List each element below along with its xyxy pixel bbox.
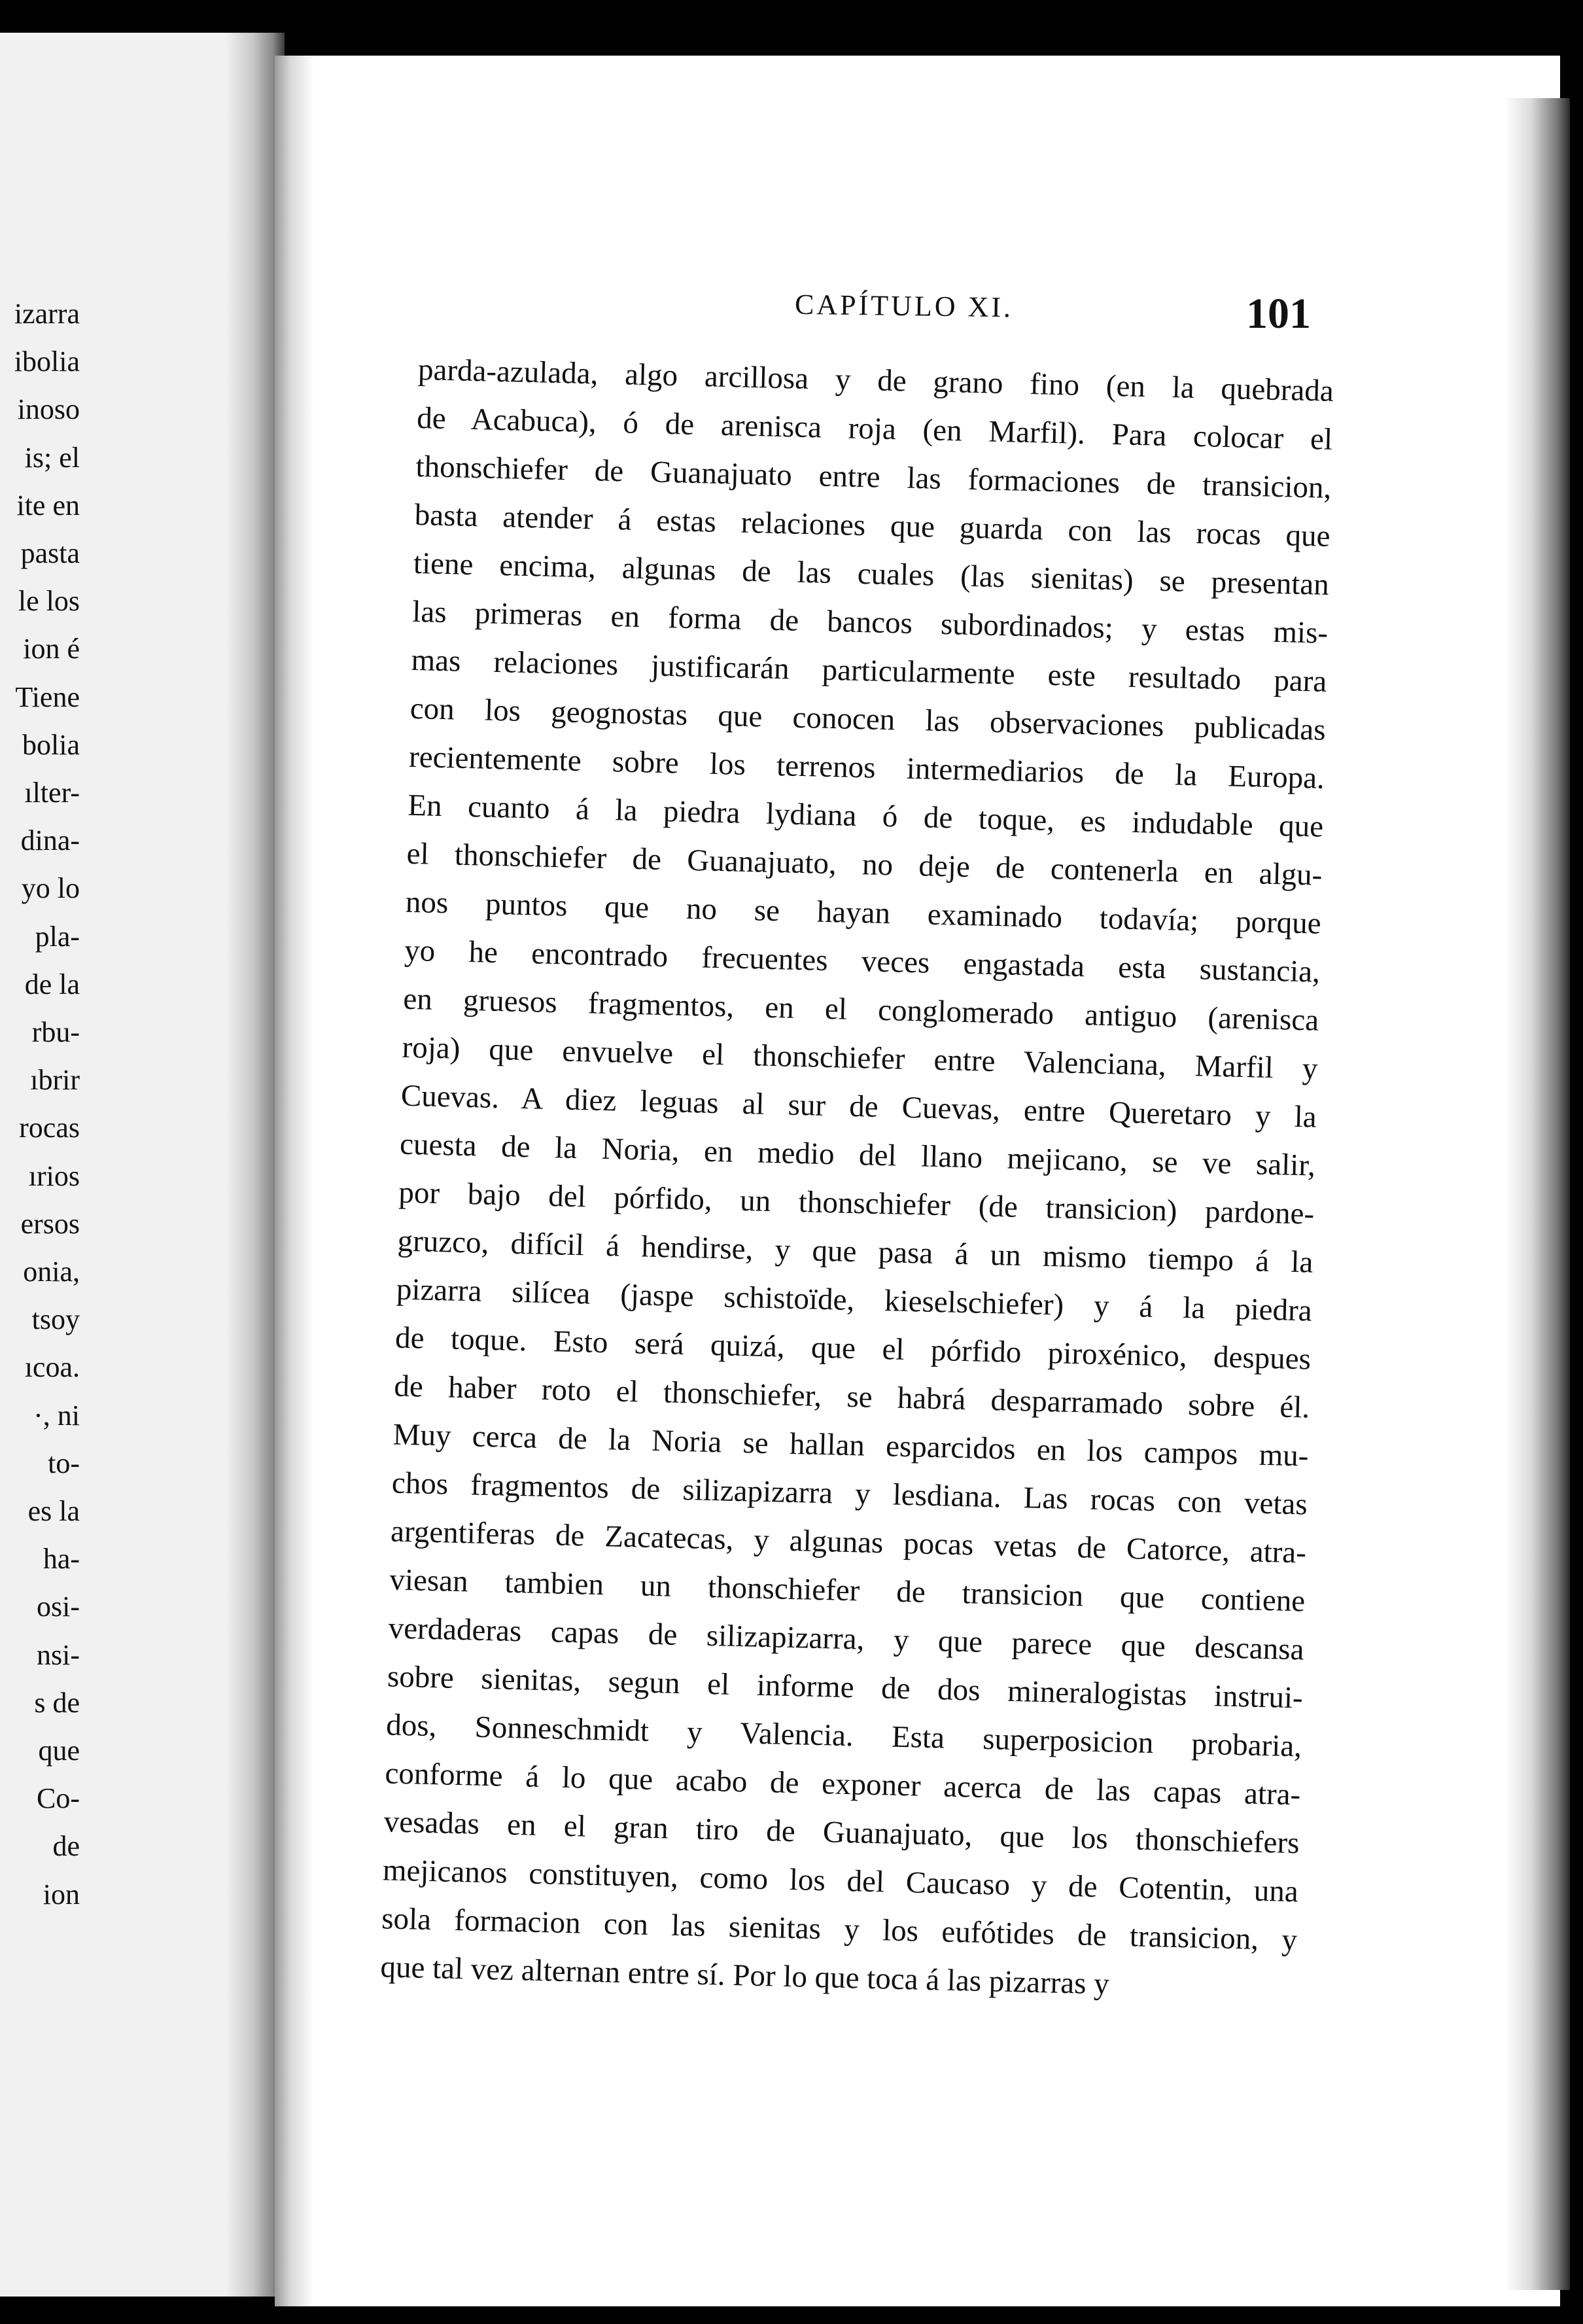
left-page-fragment: ibolia — [14, 345, 80, 378]
text-line: el thonschiefer de Guanajuato, no deje de contenerla en algu- — [406, 836, 1323, 892]
text-line: dos, Sonneschmidt y Valencia. Esta superposicion probaria, — [385, 1708, 1302, 1764]
left-page-fragment: ite en — [16, 489, 80, 521]
gutter-shadow — [275, 56, 314, 2306]
page-edge-shadow — [1505, 98, 1570, 2290]
text-line: thonschiefer de Guanajuato entre las formaciones de transicion, — [415, 449, 1332, 505]
text-line: en gruesos fragmentos, en el conglomerado antiguo (arenisca — [402, 981, 1319, 1038]
left-page-fragment: tsoy — [31, 1303, 80, 1336]
text-line: tiene encima, algunas de las cuales (las sienitas) se presentan — [413, 546, 1330, 602]
left-page-fragment: s de — [34, 1686, 80, 1719]
left-page-fragment: Tiene — [15, 680, 80, 713]
text-line: mejicanos constituyen, como los del Caucaso y de Cotentin, una — [382, 1853, 1299, 1909]
left-page-fragment: que — [38, 1734, 80, 1767]
text-line: argentiferas de Zacatecas, y algunas pocas vetas de Catorce, atra- — [390, 1514, 1307, 1570]
left-page-fragment: is; el — [24, 441, 80, 474]
text-line: las primeras en forma de bancos subordinados; y estas mis- — [411, 594, 1329, 650]
text-line: pizarra silícea (jaspe schistoïde, kieselschiefer) y á la piedra — [396, 1272, 1313, 1328]
left-page-fragment: yo lo — [21, 872, 80, 905]
text-line: Muy cerca de la Noria se hallan esparcidos en los campos mu- — [392, 1417, 1309, 1473]
body-text — [380, 345, 1334, 2013]
text-line: mas relaciones justificarán particularmente este resultado para — [411, 643, 1327, 699]
text-line: de haber roto el thonschiefer, se habrá desparramado sobre él. — [393, 1369, 1310, 1425]
left-page-fragment: ılter- — [24, 777, 80, 809]
text-line: gruzco, difícil á hendirse, y que pasa á un mismo tiempo á la — [397, 1224, 1313, 1280]
left-page-fragment: inoso — [17, 393, 80, 426]
text-line: sobre sienitas, segun el informe de dos mineralogistas instrui- — [387, 1659, 1304, 1716]
text-line: conforme á lo que acabo de exponer acerca de las capas atra- — [384, 1756, 1301, 1812]
left-page-fragment: pasta — [20, 537, 80, 569]
text-line: roja) que envuelve el thonschiefer entre Valenciana, Marfil y — [402, 1030, 1318, 1086]
text-line: yo he encontrado frecuentes veces engastada esta sustancia, — [404, 933, 1321, 989]
left-page-fragment: de la — [24, 968, 80, 1000]
text-line: En cuanto á la piedra lydiana ó de toque, es indudable que — [407, 788, 1324, 844]
text-line: recientemente sobre los terrenos intermediarios de la Europa. — [408, 739, 1325, 796]
text-line: chos fragmentos de silizapizarra y lesdiana. Las rocas con vetas — [391, 1466, 1308, 1522]
running-head: CAPÍTULO XI. — [794, 288, 1014, 324]
left-page-fragment: izarra — [14, 298, 80, 330]
left-page-fragment: Co- — [37, 1782, 80, 1815]
text-line: Cuevas. A diez leguas al sur de Cuevas, entre Queretaro y la — [400, 1078, 1317, 1135]
left-page-fragment: bolia — [22, 728, 80, 761]
page-number: 101 — [1246, 290, 1311, 338]
left-page-fragment: de — [52, 1830, 80, 1863]
left-page-fragment: es la — [27, 1495, 80, 1527]
text-line: que tal vez alternan entre sí. Por lo que toca á las pizarras y — [379, 1950, 1110, 2001]
left-page-fragment: ersos — [20, 1207, 80, 1240]
left-page-fragment: ion — [43, 1878, 80, 1910]
left-page-fragment: onia, — [23, 1256, 80, 1288]
text-line: nos puntos que no se hayan examinado todavía; porque — [405, 885, 1322, 941]
text-line: sola formacion con las sienitas y los eufótides de transicion, y — [381, 1901, 1298, 1958]
text-line: viesan tambien un thonschiefer de transicion que contiene — [389, 1562, 1306, 1619]
text-line: de toque. Esto será quizá, que el pórfido piroxénico, despues — [394, 1320, 1312, 1377]
left-page-fragment: osi- — [37, 1591, 80, 1623]
left-page-fragment: dina- — [20, 824, 80, 857]
text-line: con los geognostas que conocen las observaciones publicadas — [409, 691, 1327, 747]
left-page-fragment: ·, ni — [33, 1399, 80, 1432]
text-line: verdaderas capas de silizapizarra, y que parece que descansa — [388, 1611, 1305, 1667]
text-line: parda-azulada, algo arcillosa y de grano fino (en la quebrada — [417, 352, 1334, 408]
left-page-fragment: ıbrir — [30, 1064, 80, 1097]
left-page-fragment: to- — [48, 1447, 80, 1479]
left-page-fragment: rocas — [19, 1112, 80, 1144]
text-line: vesadas en el gran tiro de Guanajuato, que los thonschiefers — [383, 1805, 1300, 1861]
left-page-fragment: ion é — [23, 633, 80, 665]
left-page-fragment: ırios — [28, 1159, 80, 1192]
left-page-fragment: rbu- — [31, 1016, 80, 1048]
left-page-fragment: pla- — [35, 920, 80, 953]
left-page-fragment: ha- — [43, 1543, 80, 1576]
left-page-fragment: le los — [18, 585, 80, 618]
left-page-fragment: nsi- — [37, 1638, 80, 1671]
text-line: por bajo del pórfido, un thonschiefer (de transicion) pardone- — [398, 1175, 1315, 1231]
text-line: de Acabuca), ó de arenisca roja (en Marfil). Para colocar el — [416, 400, 1333, 457]
text-line: cuesta de la Noria, en medio del llano mejicano, se ve salir, — [399, 1127, 1316, 1183]
left-page-fragment: ıcoa. — [24, 1351, 80, 1384]
text-line: basta atender á estas relaciones que guarda con las rocas que — [414, 497, 1331, 554]
